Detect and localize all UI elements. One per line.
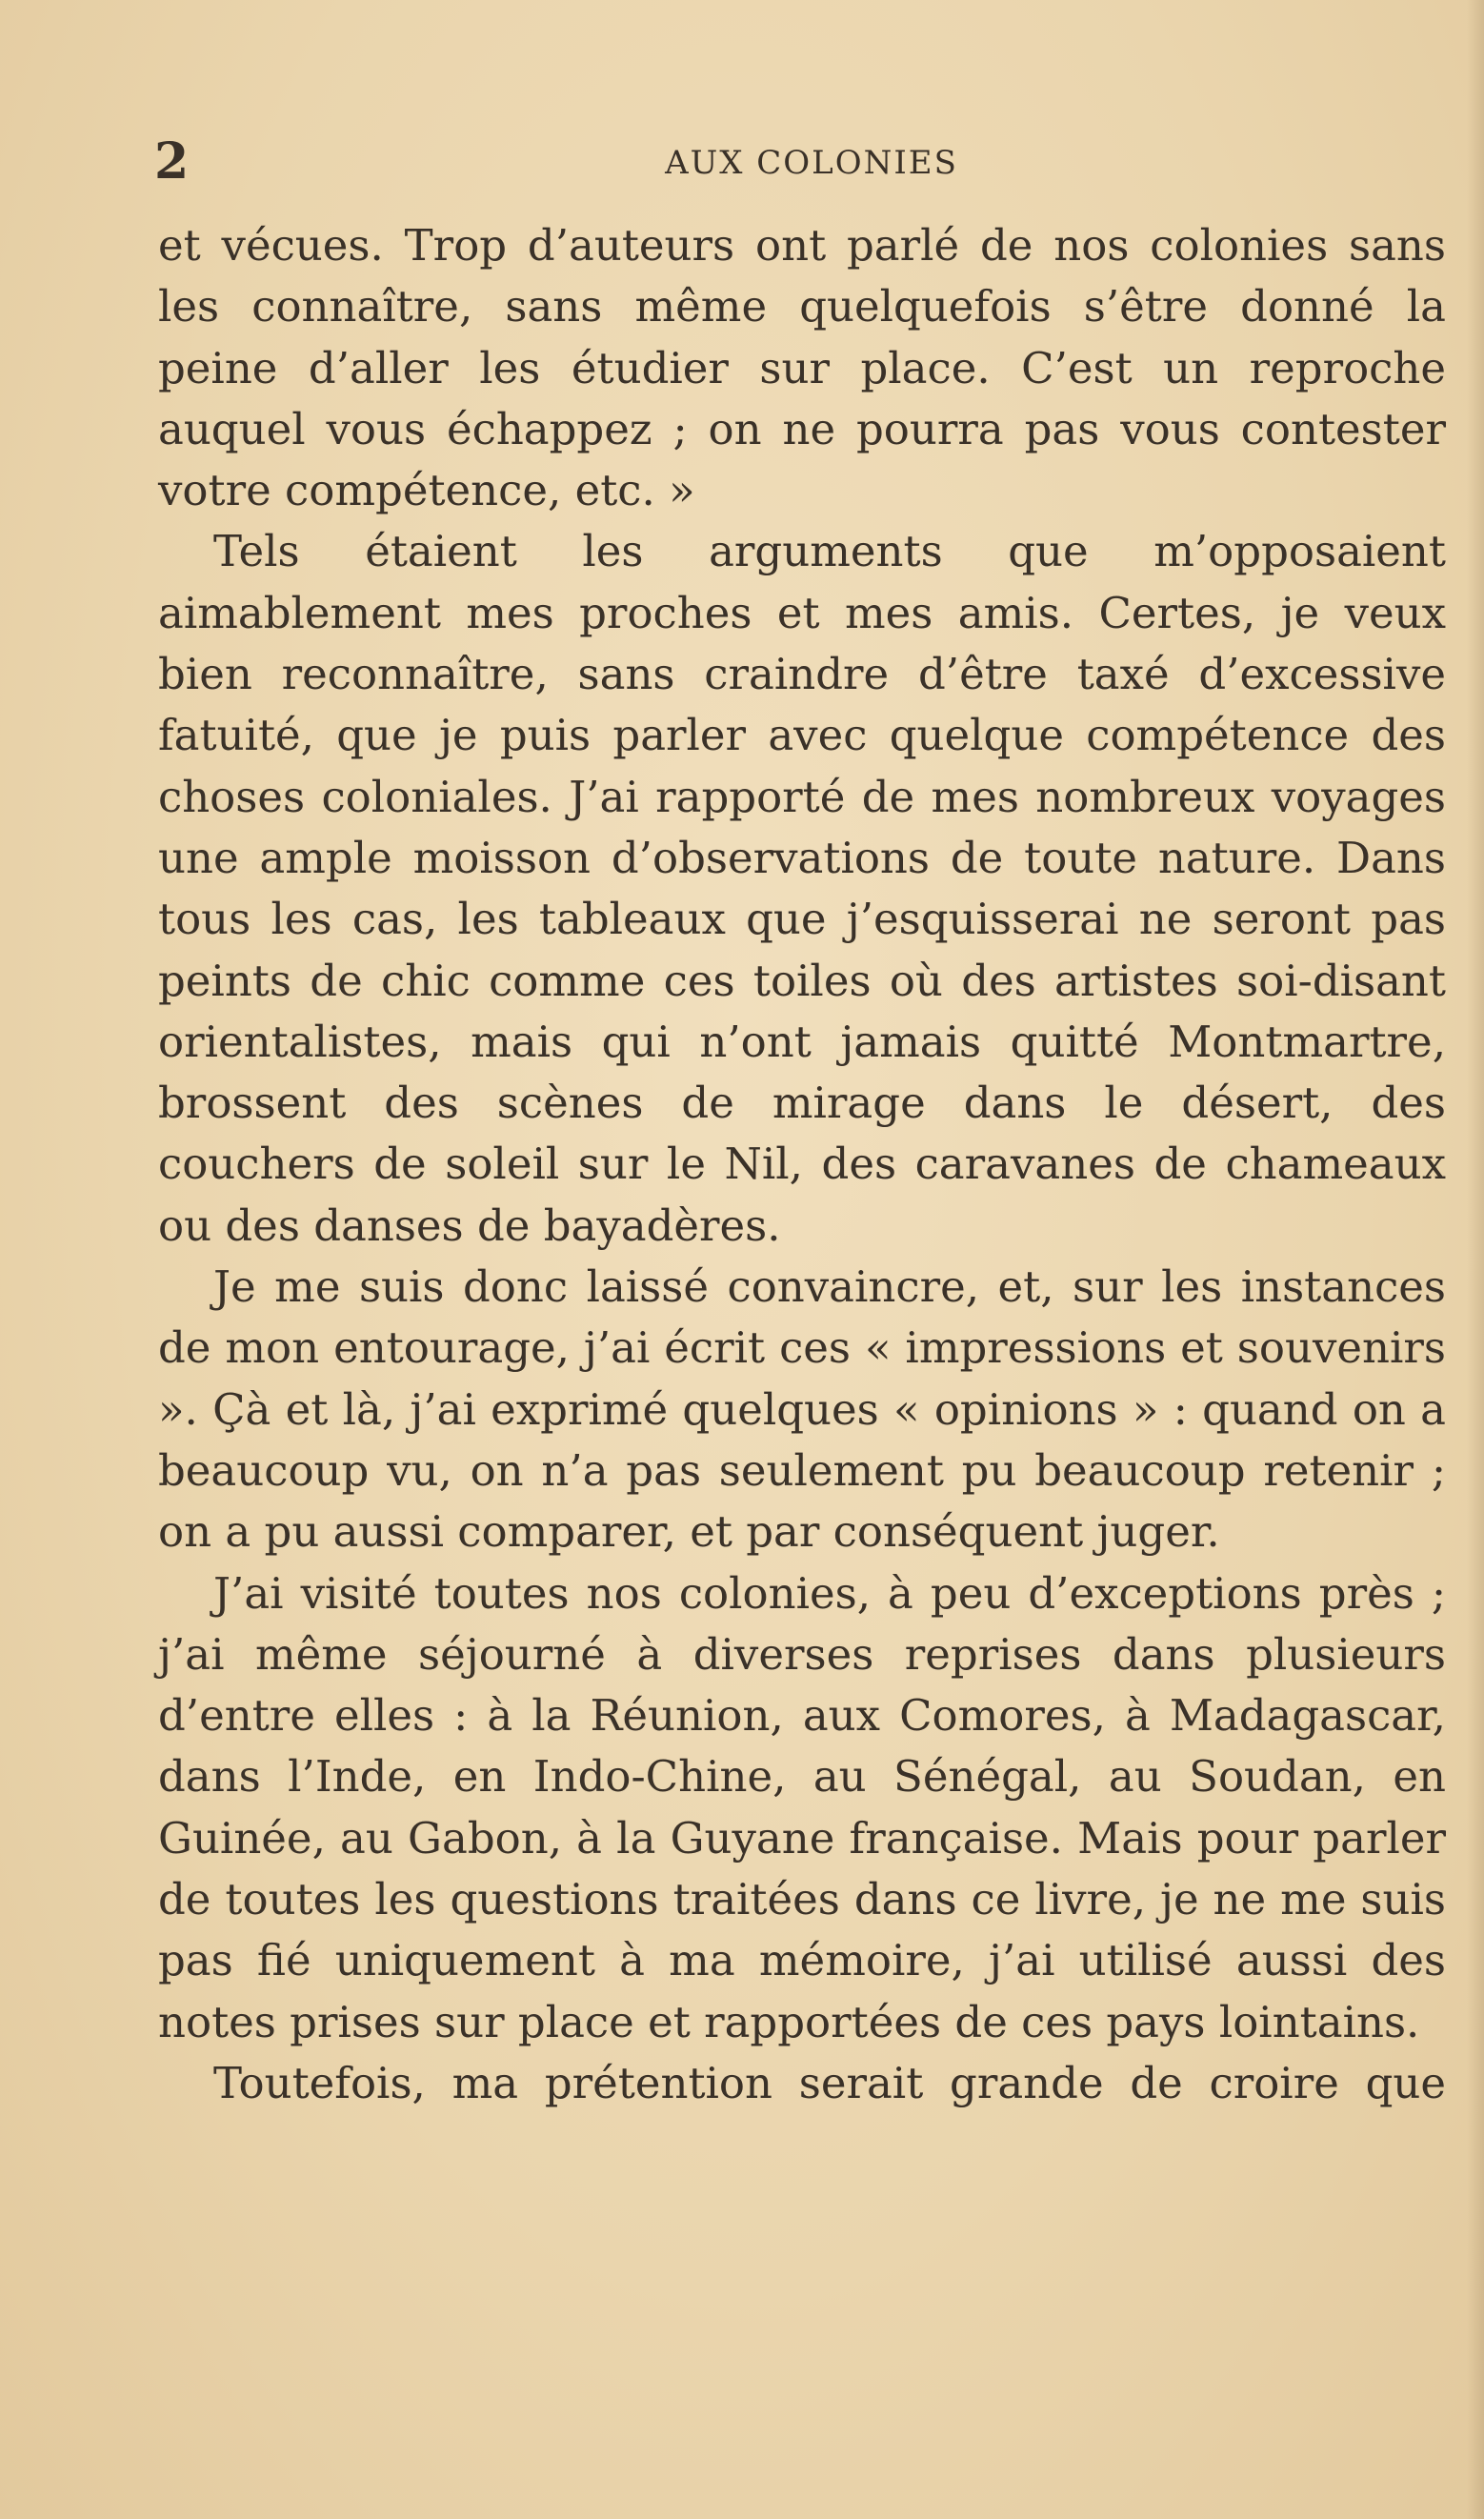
running-head-title: AUX COLONIES xyxy=(665,144,958,182)
paragraph: Je me suis donc laissé convaincre, et, sur les instances de mon entourage, j’ai écrit ces « impressions et souvenirs ». Çà et là, j’ai exprimé quelques « opinions » : quand on a beaucoup vu, on n’a pas seulement pu beaucoup retenir ; on a pu aussi comparer, et par conséquent juger. xyxy=(158,1261,1446,1558)
running-head xyxy=(154,133,1450,191)
paragraph: J’ai visité toutes nos colonies, à peu d’exceptions près ; j’ai même séjourné à diverses reprises dans plusieurs d’entre elles : à la Réunion, aux Comores, à Madagascar, dans l’Inde, en Indo-Chine, au Sénégal, au Soudan, en Guinée, au Gabon, à la Guyane française. Mais pour parler de toutes les questions traitées dans ce livre, je ne me suis pas fié uniquement à ma mémoire, j’ai utilisé aussi des notes prises sur place et rapportées de ces pays lointains. xyxy=(158,1567,1446,2047)
paragraph: Tels étaient les arguments que m’opposaient aimablement mes proches et mes amis. Certes, je veux bien reconnaître, sans craindre d’être taxé d’excessive fatuité, que je puis parler avec quelque compétence des choses coloniales. J’ai rapporté de mes nombreux voyages une ample moisson d’observations de toute nature. Dans tous les cas, les tableaux que j’esquisserai ne seront pas peints de chic comme ces toiles où des artistes soi-disant orientalistes, mais qui n’ont jamais quitté Montmartre, brossent des scènes de mirage dans le désert, des couchers de soleil sur le Nil, des caravanes de chameaux ou des danses de bayadères. xyxy=(158,526,1446,1251)
body-text xyxy=(158,215,1446,2114)
page-number: 2 xyxy=(154,132,190,191)
paragraph-truncated: Toutefois, ma prétention serait grande de croire que xyxy=(213,2057,1446,2108)
paragraph-continuation: et vécues. Trop d’auteurs ont parlé de nos colonies sans les connaître, sans même quelquefois s’être donné la peine d’aller les étudier sur place. C’est un reproche auquel vous échappez ; on ne pourra pas vous contester votre compétence, etc. » xyxy=(158,220,1446,516)
